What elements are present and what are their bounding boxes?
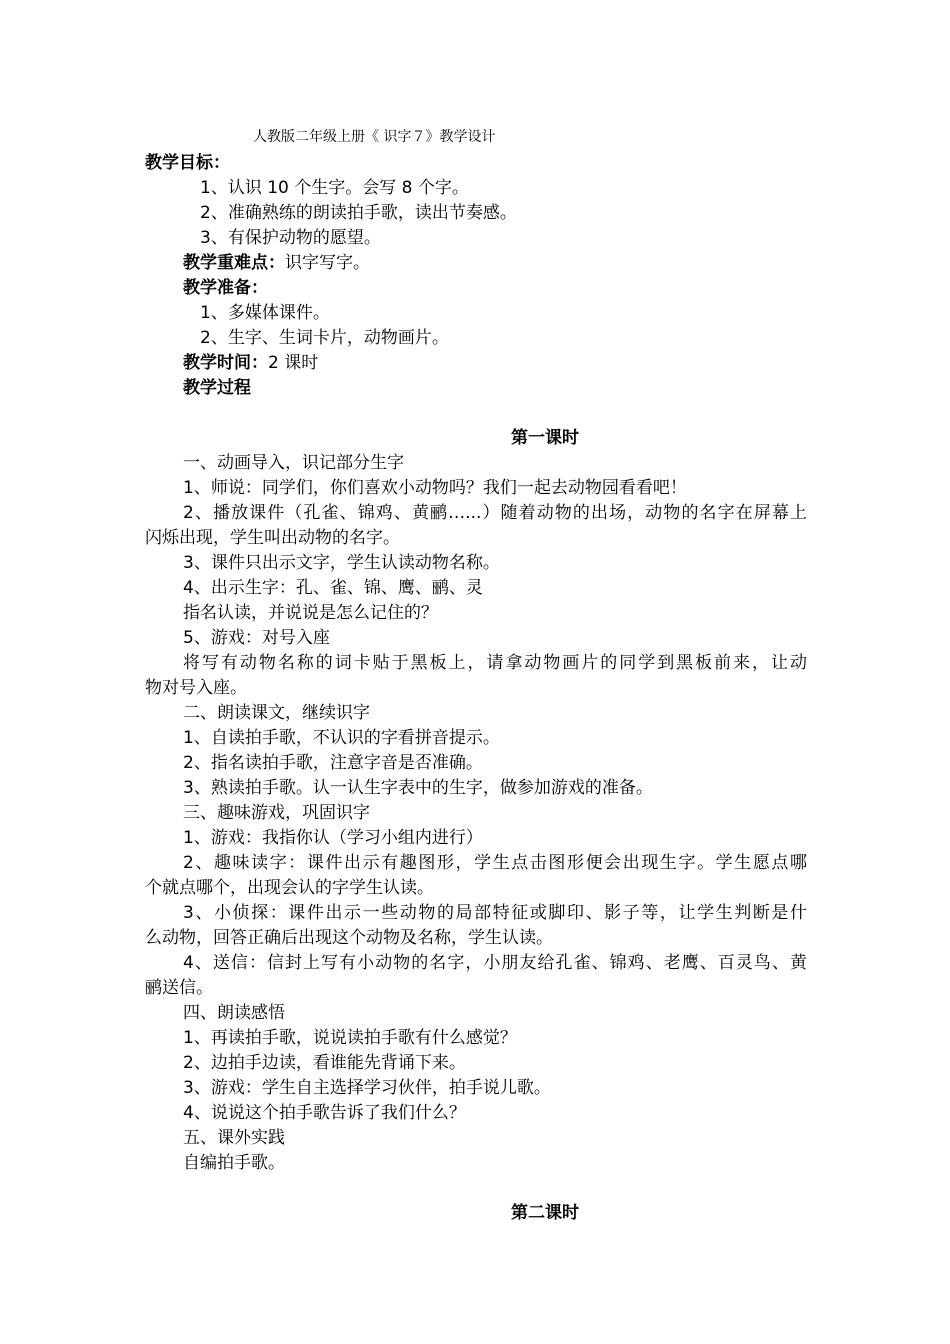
paragraph-line: 物对号入座。 xyxy=(145,678,247,698)
paragraph-line: 1、游戏：我指你认（学习小组内进行） xyxy=(183,828,483,848)
paragraph-line: 3、游戏：学生自主选择学习伙伴，拍手说儿歌。 xyxy=(183,1078,551,1098)
paragraph-line: 将写有动物名称的词卡贴于黑板上，请拿动物画片的同学到黑板前来，让动 xyxy=(183,653,807,673)
paragraph-line: 2、播放课件（孔雀、锦鸡、黄鹂…...）随着动物的出场，动物的名字在屏幕上 xyxy=(183,503,807,523)
lesson2-heading: 第二课时 xyxy=(511,1203,579,1223)
paragraph-line: 鹂送信。 xyxy=(145,978,213,998)
paragraph-line: 5、游戏：对号入座 xyxy=(183,628,330,648)
key-points-value: 识字写字。 xyxy=(285,253,370,273)
key-points-line xyxy=(183,252,370,274)
document-title: 人教版二年级上册《 识字７》教学设计 xyxy=(253,129,496,145)
paragraph-line: 个就点哪个，出现会认的字学生认读。 xyxy=(145,878,434,898)
paragraph-line: 2、边拍手边读，看谁能先背诵下来。 xyxy=(183,1053,466,1073)
time-value: 2 课时 xyxy=(268,353,319,373)
time-label: 教学时间： xyxy=(183,353,268,373)
section-heading: 二、朗读课文，继续识字 xyxy=(183,703,370,723)
paragraph-line: 2、趣味读字：课件出示有趣图形，学生点击图形便会出现生字。学生愿点哪 xyxy=(183,853,807,873)
objective-item: 3、有保护动物的愿望。 xyxy=(200,228,381,248)
objectives-heading: 教学目标： xyxy=(145,153,230,173)
paragraph-line: 3、课件只出示文字，学生认读动物名称。 xyxy=(183,553,500,573)
section-heading: 三、趣味游戏，巩固识字 xyxy=(183,803,370,823)
paragraph-line: 4、出示生字：孔、雀、锦、鹰、鹂、灵 xyxy=(183,578,483,598)
paragraph-line: 1、再读拍手歌，说说读拍手歌有什么感觉？ xyxy=(183,1028,517,1048)
key-points-label: 教学重难点： xyxy=(183,253,285,273)
process-heading: 教学过程 xyxy=(183,378,251,398)
objective-item: 2、准确熟练的朗读拍手歌，读出节奏感。 xyxy=(200,203,517,223)
paragraph-line: 1、自读拍手歌，不认识的字看拼音提示。 xyxy=(183,728,500,748)
lesson1-heading: 第一课时 xyxy=(511,428,579,448)
objective-item: 1、认识 10 个生字。会写 8 个字。 xyxy=(200,178,469,198)
section-heading: 四、朗读感悟 xyxy=(183,1003,285,1023)
paragraph-line: 2、指名读拍手歌，注意字音是否准确。 xyxy=(183,753,483,773)
paragraph-line: 4、送信：信封上写有小动物的名字，小朋友给孔雀、锦鸡、老鹰、百灵鸟、黄 xyxy=(183,953,807,973)
paragraph-line: 闪烁出现，学生叫出动物的名字。 xyxy=(145,528,400,548)
time-line xyxy=(183,352,318,374)
paragraph-line: 自编拍手歌。 xyxy=(183,1153,285,1173)
section-heading: 一、动画导入，识记部分生字 xyxy=(183,453,404,473)
preparation-item: 1、多媒体课件。 xyxy=(200,303,330,323)
paragraph-line: 3、小侦探：课件出示一些动物的局部特征或脚印、影子等，让学生判断是什 xyxy=(183,903,807,923)
paragraph-line: 4、说说这个拍手歌告诉了我们什么？ xyxy=(183,1103,466,1123)
section-heading: 五、课外实践 xyxy=(183,1128,285,1148)
preparation-heading: 教学准备： xyxy=(183,278,268,298)
paragraph-line: 3、熟读拍手歌。认一认生字表中的生字，做参加游戏的准备。 xyxy=(183,778,653,798)
paragraph-line: 么动物，回答正确后出现这个动物及名称，学生认读。 xyxy=(145,928,553,948)
paragraph-line: 1、师说：同学们，你们喜欢小动物吗？我们一起去动物园看看吧！ xyxy=(183,478,687,498)
preparation-item: 2、生字、生词卡片，动物画片。 xyxy=(200,328,449,348)
paragraph-line: 指名认读，并说说是怎么记住的？ xyxy=(183,603,438,623)
